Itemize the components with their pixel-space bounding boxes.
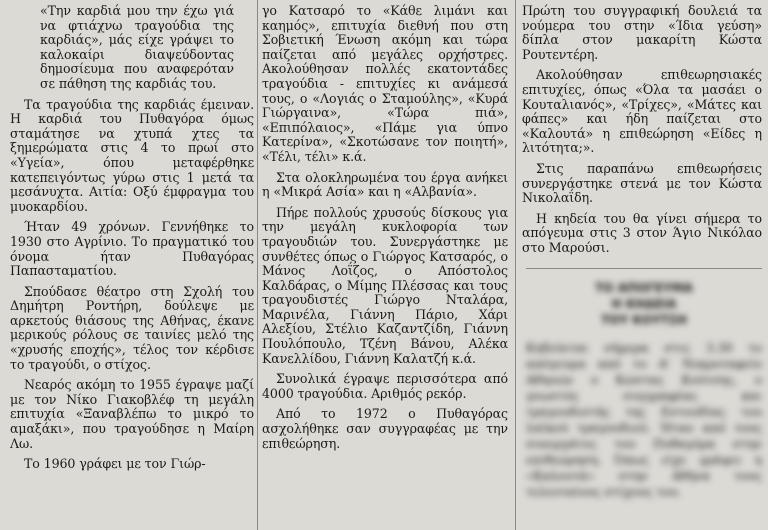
paragraph: Νεαρός ακόμη το 1955 έγραψε μαζί με τον Νίκο Γιακοβλέφ τη μεγάλη επιτυχία «Ξαναβλέπω το μικρό το αμαξάκι», που τραγούδησε η Μαίρη Λω. xyxy=(10,377,254,451)
column-3 xyxy=(522,4,762,262)
paragraph: Συνολικά έγραψε περισσότερα από 4000 τραγούδια. Αριθμός ρεκόρ. xyxy=(262,371,508,401)
paragraph: Πρώτη του συγγραφική δουλειά τα νούμερα του στην «Ίδια γεύση» δίπλα στον μακαρίτη Κώστα Ρουτεντέρη. xyxy=(522,3,762,62)
paragraph: Τα τραγούδια της καρδιάς έμειναν. Η καρδιά του Πυθαγόρα όμως σταμάτησε να χτυπά χτες τα ξημερώματα στις 4 το πρωί στο «Υγεία», όπου μεταφέρθηκε κατεπειγόντως γύρω στις 1 μετά τα μεσάνυχτα. Αιτία: Οξύ έμφραγμα του μυοκαρδίου. xyxy=(10,96,254,214)
paragraph: γο Κατσαρό το «Κάθε λιμάνι και καημός», επιτυχία διεθνή που στη Σοβιετική Ένωση ακόμη και τώρα παίζεται από μεγάλες ορχήστρες. Ακολούθησαν πολλές εκατοντάδες τραγούδια - επιτυχίες κι ανάμεσά τους, ο «Λογιάς ο Σταμούλης», «Κυρά Γιώργαινα», «Τώρα πιά», «Επιπόλαιος», «Πάμε για ύπνο Κατερίνα», «Σκοτώσανε τον ποιητή», «Τέλι, τέλι» κ.ά. xyxy=(262,3,508,164)
paragraph: Από το 1972 ο Πυθαγόρας ασχολήθηκε σαν συγγραφέας με την επιθεώρηση. xyxy=(262,406,508,451)
paragraph: Στα ολοκληρωμένα του έργα ανήκει η «Μικρά Ασία» και η «Αλβανία». xyxy=(262,169,508,200)
box-divider xyxy=(526,268,762,269)
sidebar-body: Κηδεύεται σήμερα στις 3.30 το απόγευμα από το Α' Νεκροταφείο Αθηνών ο Κώστας Κούτσης, ο γνωστός συγγραφέας και τραγουδιστής της Εστουδίας του λαϊκού τραγουδιού. Ήταν από τους συνεργάτες του Πυθαγόρα στην επιθεώρηση. Όπως είχε γράψει η «Καλουτά» στην Αθήνα τους τελευταίους στίχους του. xyxy=(526,341,762,499)
paragraph: Ακολούθησαν επιθεωρησιακές επιτυχίες, όπως «Όλα τα μασάει ο Κουταλιανός», «Τρίχες», «Μάτες και φάπες» και ήδη παίζεται στο «Καλουτά» η επιθεώρηση «Είδες η λιτότητα;». xyxy=(522,67,762,156)
sidebar-heading: ΤΟ ΑΠΟΓΕΥΜΑ xyxy=(595,281,693,295)
paragraph: Το 1960 γράφει με τον Γιώρ- xyxy=(24,456,206,472)
paragraph: Σπούδασε θέατρο στη Σχολή του Δημήτρη Ροντήρη, δούλεψε με αρκετούς θιάσους της Αθήνας, έκανε μερικούς ρόλους σε ταινίες μελό της «χρυσής εποχής», τέλος τον κέρδισε το τραγούδι, ο στίχος. xyxy=(10,283,254,372)
column-1 xyxy=(10,4,254,478)
sidebar-heading: ΤΟΥ ΚΟΥΤΣΗ xyxy=(601,313,687,327)
paragraph: Στις παραπάνω επιθεωρήσεις συνεργάστηκε στενά με τον Κώστα Νικολαΐδη. xyxy=(522,160,762,206)
column-divider xyxy=(515,0,516,530)
paragraph: Ήταν 49 χρόνων. Γεννήθηκε το 1930 στο Αγρίνιο. Το πραγματικό του όνομα ήταν Πυθαγόρας Παπασταματίου. xyxy=(10,219,254,279)
paragraph: Πήρε πολλούς χρυσούς δίσκους για την μεγάλη κυκλοφορία των τραγουδιών του. Συνεργάστηκε με συνθέτες όπως ο Γιώργος Κατσαρός, ο Μάνος Λοΐζος, ο Απόστολος Καλδάρας, ο Μίμης Πλέσσας και τους τραγουδιστές Γιώργο Νταλάρα, Μαρινέλα, Γιάννη Πάριο, Χάρι Αλεξίου, Στέλιο Καζαντζίδη, Γιάννη Πουλόπουλο, Τζένη Βάνου, Αλέκα Κανελλίδου, Γιάννη Καλατζή κ.ά. xyxy=(262,204,508,366)
opening-quote: «Την καρδιά μου την έχω γιά να φτιάχνω τραγούδια της καρδιάς», μάς είχε γράψει το καλοκαίρι διαψεύδοντας δημοσίευμα που αναφερόταν σε πάθηση της καρδιάς του. xyxy=(40,3,234,91)
column-divider xyxy=(257,0,258,530)
blurred-sidebar-article xyxy=(526,280,762,530)
paragraph: Η κηδεία του θα γίνει σήμερα το απόγευμα στις 3 στον Άγιο Νικόλαο στο Μαρούσι. xyxy=(522,210,762,255)
column-2 xyxy=(262,4,508,457)
sidebar-heading: Η ΚΗΔΕΙΑ xyxy=(611,297,677,311)
